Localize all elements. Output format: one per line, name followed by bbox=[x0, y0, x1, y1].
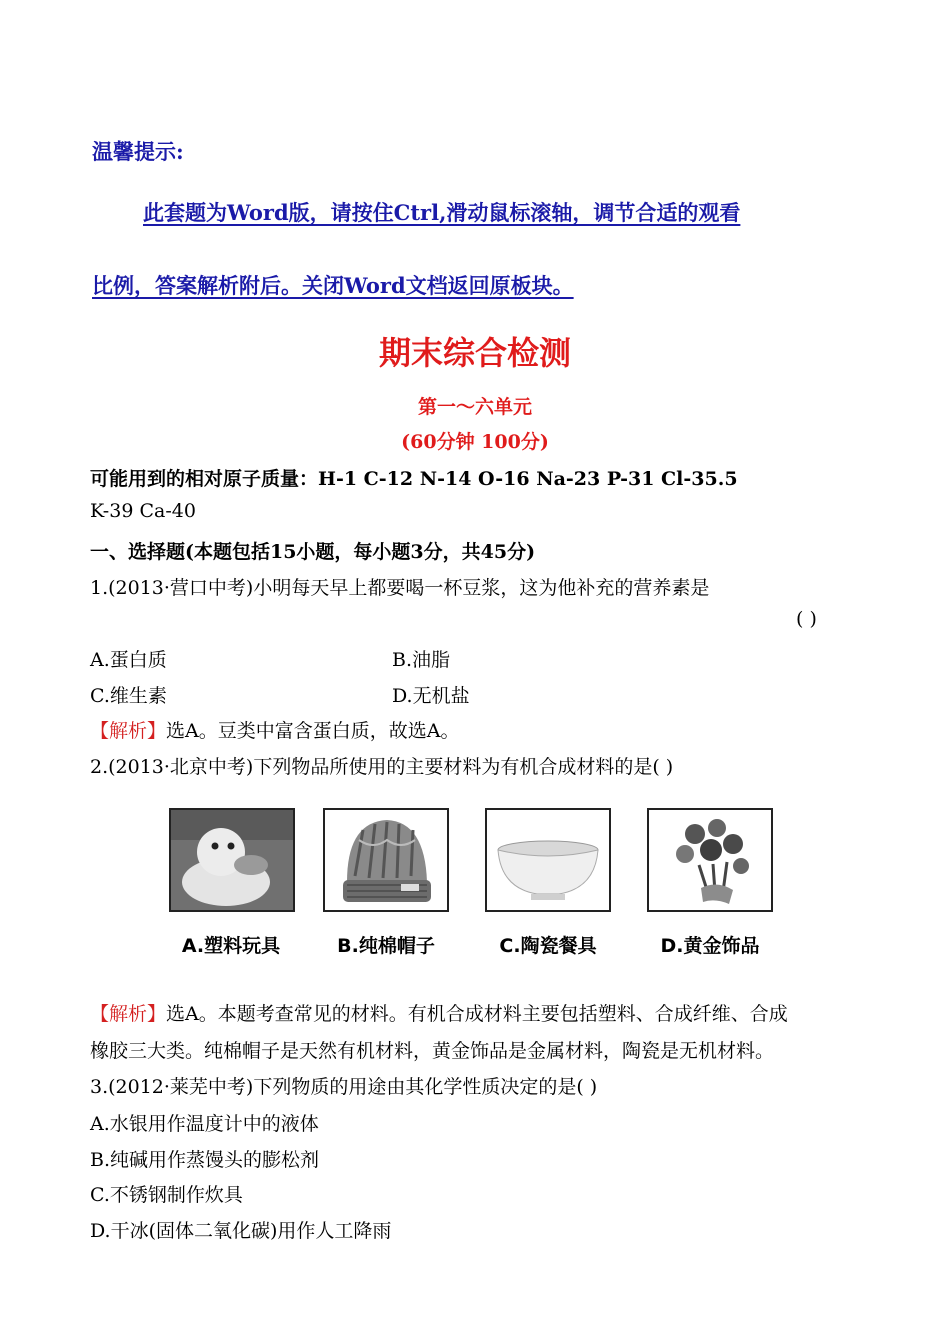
q1-answer-paren: ( ) bbox=[796, 608, 817, 630]
tip-title: 温馨提示: bbox=[92, 139, 184, 164]
image-label-b: B.纯棉帽子 bbox=[337, 935, 435, 957]
image-label-a: A.塑料玩具 bbox=[181, 935, 281, 957]
gold-brooch-photo bbox=[647, 808, 773, 912]
q2-analysis-line-1 bbox=[90, 999, 788, 1026]
q3-option-c: C.不锈钢制作炊具 bbox=[90, 1184, 243, 1206]
analysis-text: 选A。豆类中富含蛋白质，故选A。 bbox=[166, 720, 460, 742]
page-title: 期末综合检测 bbox=[378, 334, 571, 372]
atomic-masses-line-2: K-39 Ca-40 bbox=[90, 500, 196, 522]
analysis-text: 选A。本题考查常见的材料。有机合成材料主要包括塑料、合成纤维、合成 bbox=[166, 1003, 788, 1025]
q3-option-b: B.纯碱用作蒸馒头的膨松剂 bbox=[90, 1149, 320, 1171]
q1-option-c: C.维生素 bbox=[90, 685, 167, 707]
atomic-masses-line-1: 可能用到的相对原子质量：H-1 C-12 N-14 O-16 Na-23 P-31 Cl-35.5 bbox=[90, 468, 738, 490]
tip-line-2: 比例，答案解析附后。关闭Word文档返回原板块。 bbox=[92, 273, 574, 298]
rubber-duck-photo bbox=[169, 808, 295, 912]
image-label-d: D.黄金饰品 bbox=[660, 935, 760, 957]
unit-range: 第一～六单元 bbox=[417, 396, 532, 418]
q1-stem: 1.(2013·营口中考)小明每天早上都要喝一杯豆浆，这为他补充的营养素是 bbox=[90, 577, 710, 599]
tip-line-1: 此套题为Word版，请按住Ctrl,滑动鼠标滚轴，调节合适的观看 bbox=[143, 200, 741, 225]
knit-hat-photo bbox=[323, 808, 449, 912]
q2-stem: 2.(2013·北京中考)下列物品所使用的主要材料为有机合成材料的是( ) bbox=[90, 756, 674, 778]
image-label-c: C.陶瓷餐具 bbox=[499, 935, 597, 957]
ceramic-bowl-photo bbox=[485, 808, 611, 912]
q3-option-a: A.水银用作温度计中的液体 bbox=[90, 1113, 319, 1135]
time-score: (60分钟 100分) bbox=[401, 431, 549, 453]
q1-analysis bbox=[90, 716, 459, 743]
q3-option-d: D.干冰(固体二氧化碳)用作人工降雨 bbox=[90, 1220, 392, 1242]
q1-option-d: D.无机盐 bbox=[392, 685, 470, 707]
analysis-tag: 【解析】 bbox=[90, 720, 167, 742]
q3-stem: 3.(2012·莱芜中考)下列物质的用途由其化学性质决定的是( ) bbox=[90, 1076, 598, 1098]
q2-analysis-line-2: 橡胶三大类。纯棉帽子是天然有机材料，黄金饰品是金属材料，陶瓷是无机材料。 bbox=[90, 1040, 775, 1062]
section-heading: 一、选择题(本题包括15小题，每小题3分，共45分) bbox=[90, 541, 536, 563]
q1-option-b: B.油脂 bbox=[392, 649, 451, 671]
q1-option-a: A.蛋白质 bbox=[90, 649, 167, 671]
analysis-tag: 【解析】 bbox=[90, 1003, 167, 1025]
